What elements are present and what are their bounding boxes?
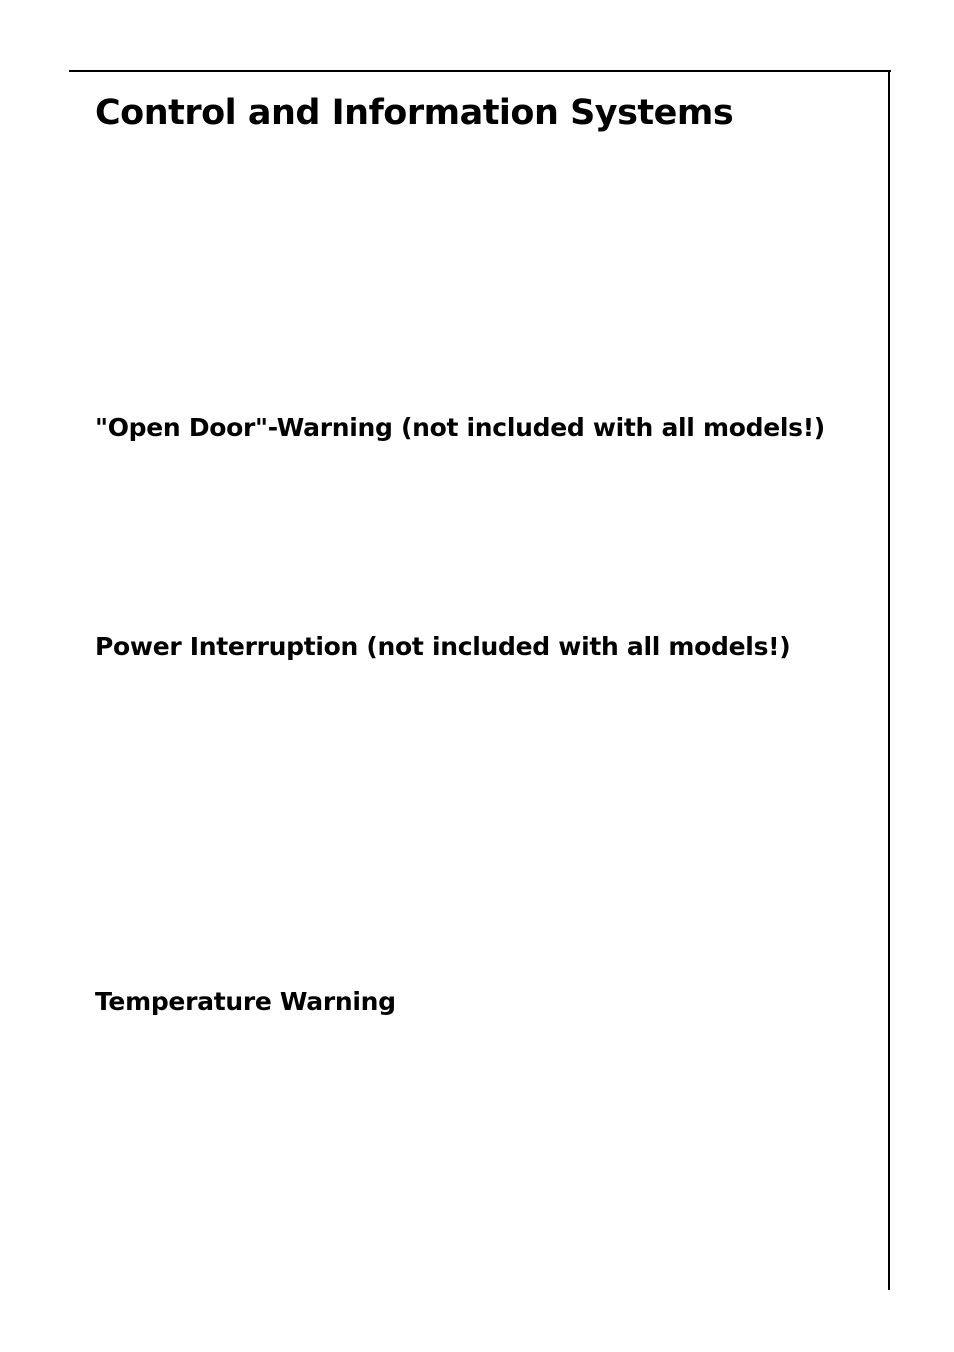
right-border-rule [888, 70, 890, 1290]
section-heading-temperature-warning: Temperature Warning [95, 987, 396, 1016]
section-heading-power-interruption: Power Interruption (not included with all models!) [95, 632, 791, 661]
section-heading-open-door-warning: "Open Door"-Warning (not included with all models!) [95, 413, 825, 442]
page-title: Control and Information Systems [95, 93, 734, 133]
top-border-rule [69, 70, 891, 72]
